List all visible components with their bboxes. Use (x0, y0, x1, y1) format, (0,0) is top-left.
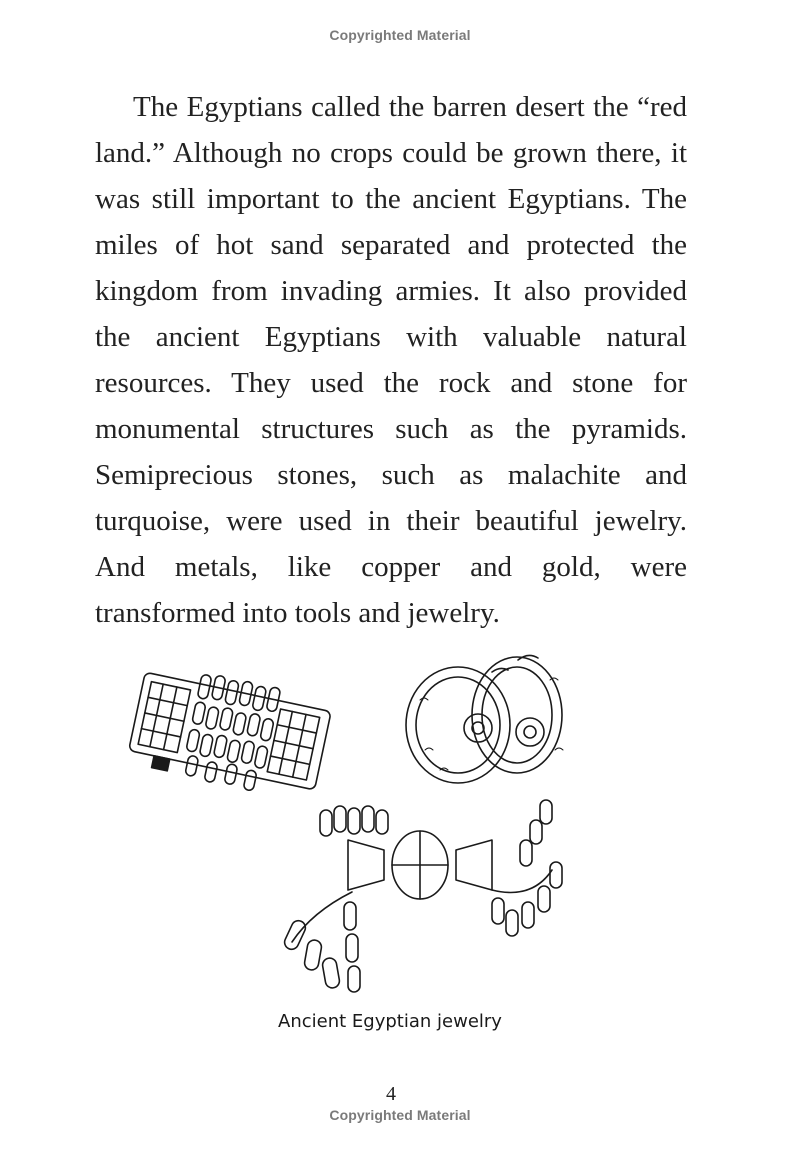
jewelry-illustration (120, 640, 590, 1010)
beaded-bracelet-drawing (126, 660, 334, 803)
copyright-watermark-bottom: Copyrighted Material (329, 1107, 471, 1123)
page-number: 4 (386, 1083, 396, 1105)
coiled-armlets-drawing (406, 655, 563, 783)
copyright-watermark-top: Copyrighted Material (329, 27, 471, 43)
scarab-necklace-drawing (282, 800, 562, 992)
body-paragraph: The Egyptians called the barren desert the “red land.” Although no crops could be grown there, it was still important to the ancient Egyptians. The miles of hot sand separated and protected the kingdom from invading armies. It also provided the ancient Egyptians with valuable natural resources. They used the rock and stone for monumental structures such as the pyramids. Semiprecious stones, such as malachite and turquoise, were used in their beautiful jewelry. And metals, like copper and gold, were transformed into tools and jewelry. (95, 91, 687, 629)
figure-caption: Ancient Egyptian jewelry (278, 1011, 502, 1032)
